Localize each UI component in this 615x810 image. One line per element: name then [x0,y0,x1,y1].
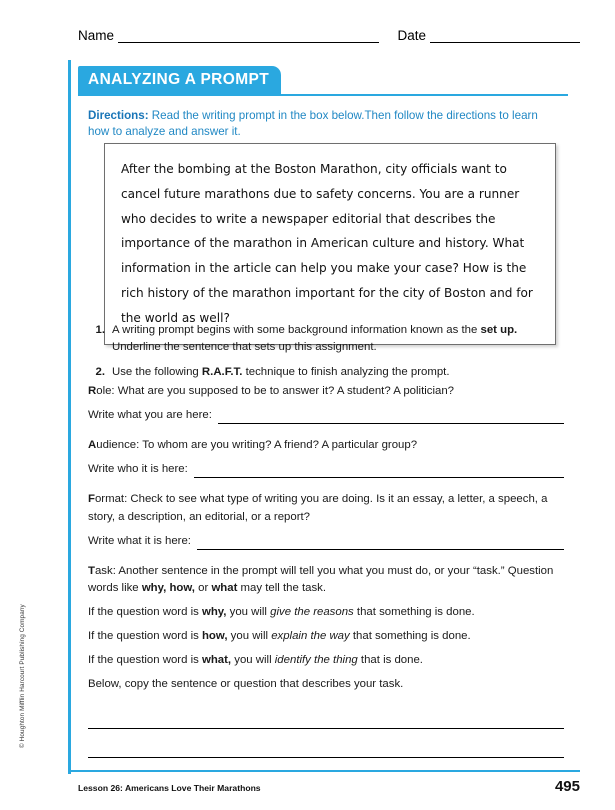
step-text-bold: R.A.F.T. [201,366,243,379]
steps-list [88,322,558,390]
bottom-accent-rule [68,770,580,772]
answer-line[interactable] [88,729,564,758]
lesson-label: Lesson 26: Americans Love Their Marathons [78,783,261,793]
role-text: ole: What are you supposed to be to answer it? A student? A politician? [96,385,455,397]
step-text-before: Use the following [112,366,202,379]
why-bold: why, [201,605,227,618]
format-line [88,491,564,525]
what-bold: what, [201,654,232,667]
page-number: 495 [554,778,580,795]
why-after: that something is done. [353,605,475,618]
how-middle: you will [227,630,272,643]
why-italic: give the reasons [270,605,354,618]
date-input-line[interactable] [430,28,580,43]
date-label: Date [397,28,426,43]
what-after: that is done. [357,654,423,667]
how-bold: how, [201,630,228,643]
step-text-bold: set up. [480,324,518,336]
how-line [88,628,564,645]
how-italic: explain the way [271,630,350,643]
step-text [112,322,558,355]
role-initial: R [88,385,97,397]
what-middle: you will [231,654,275,667]
role-answer-label: Write what you are here: [88,409,212,422]
left-accent-bar [68,60,71,774]
what-line [88,652,564,669]
copyright-notice: © Houghton Mifflin Harcourt Publishing Company [19,604,26,748]
audience-answer-label: Write who it is here: [88,463,188,476]
prompt-text: After the bombing at the Boston Marathon, city officials want to cancel future marathons due to safety concerns. You are a runner who decides to write a newspaper editorial that describes the importance of the marathon in American culture and history. What information in the article can help you make your case? How is the rich history of the marathon important for the city of Boston and for the world as well? [121,162,533,325]
section-title-wrap [78,66,568,96]
copy-instruction: Below, copy the sentence or question that describes your task. [88,678,404,691]
step-text-after: Underline the sentence that sets up this assignment. [112,340,377,353]
task-text-2: or [194,581,212,594]
format-answer-line[interactable] [197,538,564,550]
task-line [88,563,564,597]
format-answer-row [88,533,564,550]
directions-block [88,108,558,141]
format-answer-label: Write what it is here: [88,534,191,547]
role-line [88,383,564,400]
step-number: 1. [95,324,105,336]
name-input-line[interactable] [118,28,379,43]
step-text-before: A writing prompt begins with some background information known as the [112,324,481,336]
page-footer [78,778,580,795]
audience-initial: A [88,439,97,452]
step-text [112,364,558,381]
task-bold-2: what [211,581,238,594]
directions-label: Directions: [88,109,149,122]
directions-text: Read the writing prompt in the box below.Then follow the directions to learn how to analyze and answer it. [88,109,538,139]
task-bold-1: why, how, [141,581,195,594]
answer-lines [88,700,564,758]
role-answer-line[interactable] [218,412,564,424]
task-initial: T [88,564,95,577]
audience-line [88,437,564,454]
task-text-3: may tell the task. [237,581,327,594]
what-italic: identify the thing [274,654,358,667]
audience-answer-line[interactable] [194,466,564,478]
step-text-after: technique to finish analyzing the prompt. [242,366,450,379]
why-middle: you will [226,605,271,618]
name-label: Name [78,28,115,43]
prompt-box [104,143,556,345]
step-number: 2. [95,366,105,379]
list-item [88,364,558,381]
how-before: If the question word is [88,630,202,643]
why-before: If the question word is [88,605,202,618]
how-after: that something is done. [349,630,471,643]
what-before: If the question word is [88,654,202,667]
role-answer-row [88,407,564,424]
answer-line[interactable] [88,700,564,729]
raft-section [88,383,564,700]
page-title: ANALYZING A PROMPT [78,66,281,94]
why-line [88,604,564,621]
audience-answer-row [88,461,564,478]
title-underline [78,94,568,96]
audience-text: udience: To whom are you writing? A friend? A particular group? [96,439,418,452]
list-item [88,322,558,355]
format-initial: F [88,493,95,506]
format-text: ormat: Check to see what type of writing you are doing. Is it an essay, a letter, a speech, a story, a description, an editorial, or a report? [88,493,548,523]
task-text-1: ask: Another sentence in the prompt will tell you what you must do, or your “task.” Question words like [88,564,554,594]
name-date-row [78,28,580,43]
